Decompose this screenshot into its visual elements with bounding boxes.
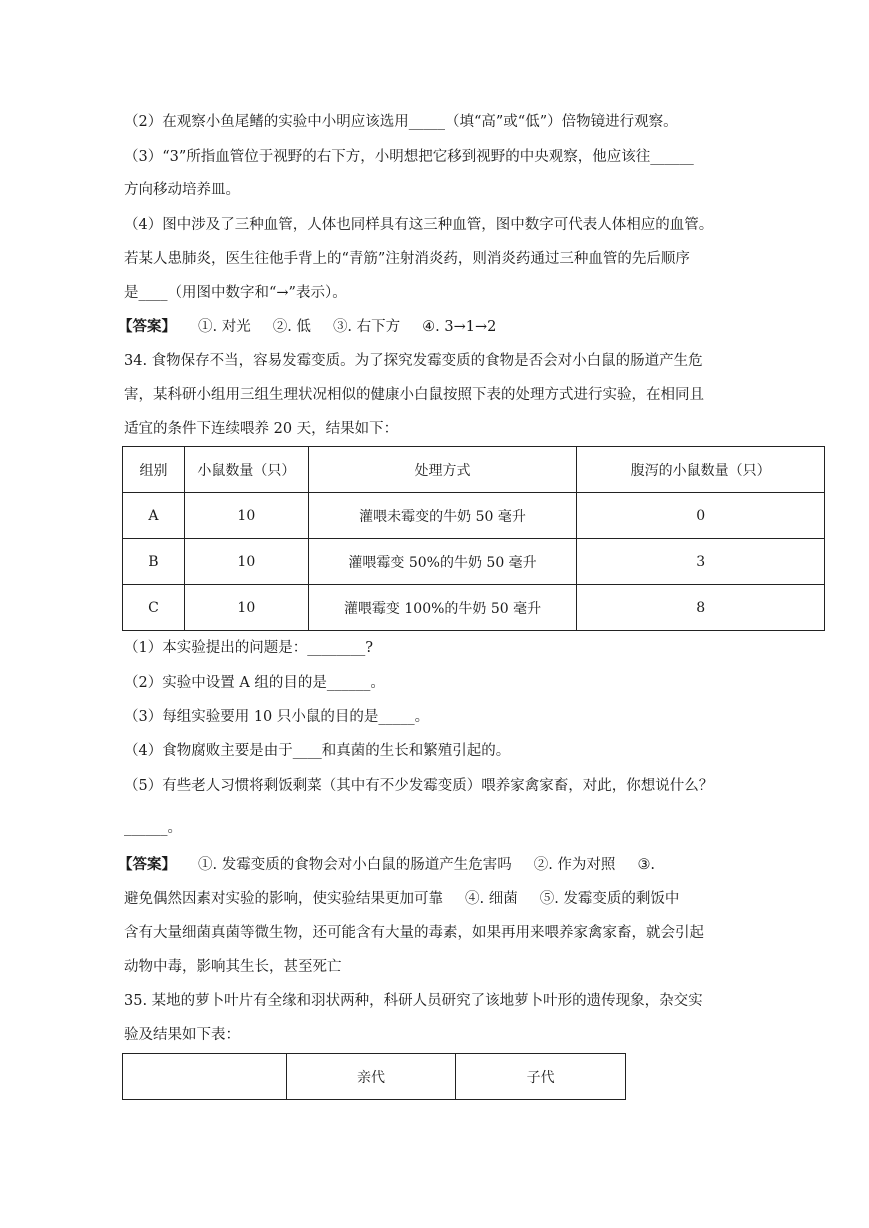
q34-part5: （5）有些老人习惯将剩饭剩菜（其中有不少发霉变质）喂养家禽家畜，对此，你想说什么？	[124, 778, 714, 794]
q33-part4-line3: 是____（用图中数字和“→”表示）。	[124, 285, 347, 301]
table-row	[123, 585, 825, 631]
q33-answer-label: 【答案】	[118, 318, 176, 335]
table-header-cell: 亲代	[286, 1054, 456, 1100]
q33-part4-line1: （4）图中涉及了三种血管，人体也同样具有这三种血管，图中数字可代表人体相应的血管。	[124, 217, 714, 233]
q34-answer-2: ②. 作为对照	[533, 857, 616, 873]
table-header-cell: 组别	[123, 447, 185, 493]
q34-answer-label: 【答案】	[118, 856, 176, 873]
q34-answer-3-start: ③.	[637, 857, 656, 873]
q34-part4: （4）食物腐败主要是由于____和真菌的生长和繁殖引起的。	[124, 743, 511, 759]
q33-answer-2: ②. 低	[272, 319, 311, 335]
table-cell: 8	[577, 585, 825, 631]
q34-part1: （1）本实验提出的问题是：________?	[124, 640, 373, 656]
table-header-cell	[123, 1054, 287, 1100]
q34-answer-5-start: ⑤. 发霉变质的剩饭中	[539, 891, 680, 907]
table-cell: 10	[184, 493, 308, 539]
q34-answer-line4: 动物中毒，影响其生长，甚至死亡	[124, 959, 342, 975]
table-header-cell: 处理方式	[308, 447, 577, 493]
table-cell: B	[123, 539, 185, 585]
q34-part5-blank: ______。	[124, 820, 182, 836]
q33-answer	[118, 317, 496, 337]
table-header-row	[123, 1054, 626, 1100]
table-cell: 3	[577, 539, 825, 585]
q34-part2: （2）实验中设置 A 组的目的是______。	[124, 675, 385, 691]
q35-cross-table	[122, 1053, 626, 1100]
table-header-cell: 子代	[456, 1054, 626, 1100]
q34-results-table	[122, 446, 825, 631]
table-cell: 灌喂霉变 50%的牛奶 50 毫升	[308, 539, 577, 585]
q35-intro-line1: 35. 某地的萝卜叶片有全缘和羽状两种，科研人员研究了该地萝卜叶形的遗传现象，杂交实	[124, 993, 703, 1009]
table-row	[123, 493, 825, 539]
q33-part3-line2: 方向移动培养皿。	[124, 182, 240, 198]
q34-answer-3-text: 避免偶然因素对实验的影响，使实验结果更加可靠	[124, 891, 443, 907]
q33-answer-4: ④. 3→1→2	[422, 319, 497, 335]
table-header-cell: 腹泻的小鼠数量（只）	[577, 447, 825, 493]
q34-part3: （3）每组实验要用 10 只小鼠的目的是_____。	[124, 709, 430, 725]
q34-intro-line3: 适宜的条件下连续喂养 20 天，结果如下：	[124, 421, 399, 437]
table-header-cell: 小鼠数量（只）	[184, 447, 308, 493]
q34-answer-line3: 含有大量细菌真菌等微生物，还可能含有大量的毒素，如果再用来喂养家禽家畜，就会引起	[124, 925, 704, 941]
table-cell: 0	[577, 493, 825, 539]
q34-answer-1: ①. 发霉变质的食物会对小白鼠的肠道产生危害吗	[198, 857, 512, 873]
q34-answer-line2	[124, 889, 679, 909]
q33-answer-3: ③. 右下方	[332, 319, 401, 335]
q33-answer-1: ①. 对光	[198, 319, 251, 335]
q35-intro-line2: 验及结果如下表：	[124, 1027, 240, 1043]
table-row	[123, 539, 825, 585]
q34-answer-4: ④. 细菌	[465, 891, 518, 907]
table-cell: 灌喂未霉变的牛奶 50 毫升	[308, 493, 577, 539]
q33-part2: （2）在观察小鱼尾鳍的实验中小明应该选用_____（填“高”或“低”）倍物镜进行观察。	[124, 114, 678, 130]
q33-part3-line1: （3）“3”所指血管位于视野的右下方，小明想把它移到视野的中央观察，他应该往______	[124, 149, 694, 165]
table-cell: 10	[184, 585, 308, 631]
q34-intro-line2: 害，某科研小组用三组生理状况相似的健康小白鼠按照下表的处理方式进行实验，在相同且	[124, 387, 704, 403]
table-cell: 10	[184, 539, 308, 585]
q34-answer-line1	[118, 855, 655, 875]
table-cell: A	[123, 493, 185, 539]
table-header-row	[123, 447, 825, 493]
q33-part4-line2: 若某人患肺炎，医生往他手背上的“青筋”注射消炎药，则消炎药通过三种血管的先后顺序	[124, 251, 690, 267]
table-cell: C	[123, 585, 185, 631]
table-cell: 灌喂霉变 100%的牛奶 50 毫升	[308, 585, 577, 631]
q34-intro-line1: 34. 食物保存不当，容易发霉变质。为了探究发霉变质的食物是否会对小白鼠的肠道产生危	[124, 353, 703, 369]
